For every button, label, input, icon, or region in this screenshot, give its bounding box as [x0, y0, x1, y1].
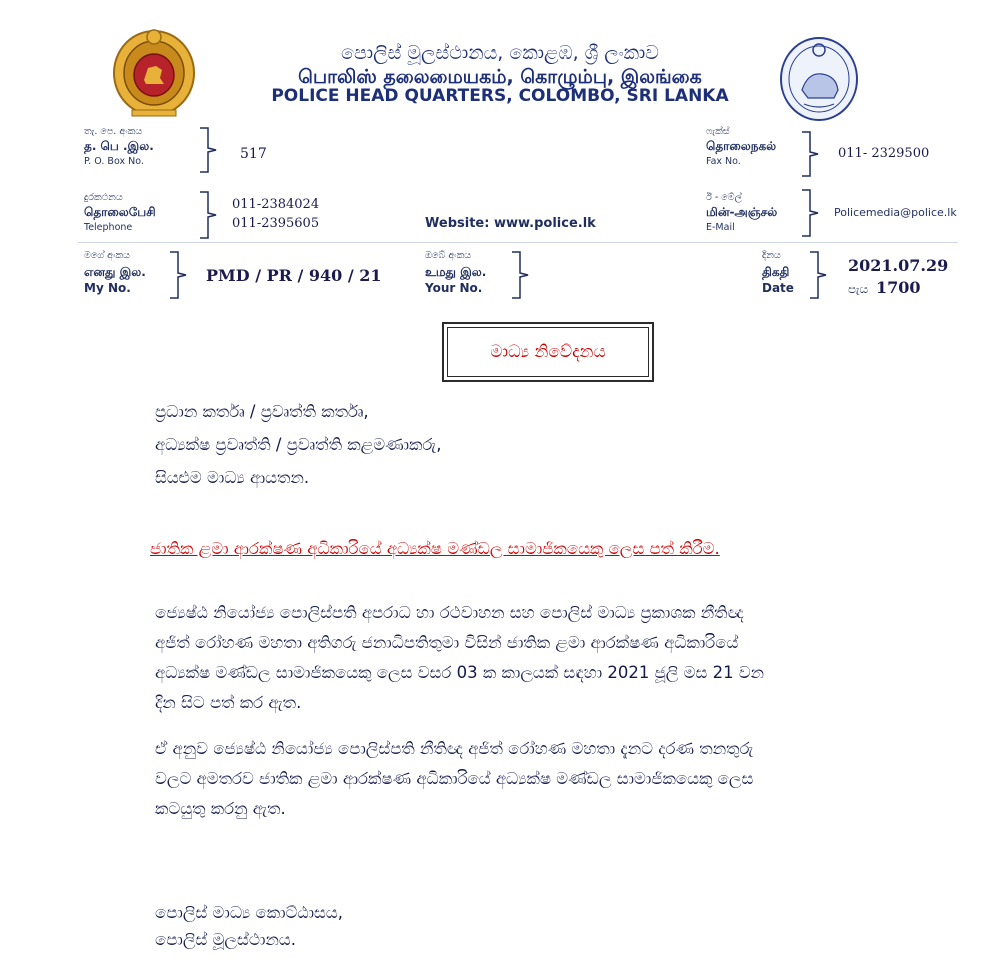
my-no-label: මගේ අංකය எனது இல. My No.	[84, 250, 146, 295]
paragraph-1	[155, 598, 945, 718]
pobox-value: 517	[240, 146, 267, 162]
your-no-label: ඔබේ අංකය உமது இல. Your No.	[425, 250, 487, 295]
header-separator	[78, 242, 958, 243]
header-tamil: பொலிஸ் தலைமையகம், கொழும்பு, இலங்கை	[298, 66, 702, 88]
telephone-bracket	[198, 190, 220, 244]
paragraph-2-line-1: ඒ අනුව ජ්‍යෙෂ්ඨ නියෝජ්‍ය පොලිස්පති නීතිඥ අජිත් රෝහණ මහතා දැනට දරණ තනතුරු	[155, 739, 754, 758]
time-value: 1700	[876, 278, 921, 297]
fax-bracket	[800, 130, 822, 182]
telephone-value-2: 011-2395605	[232, 216, 320, 231]
media-release-title-box	[442, 322, 654, 382]
website-text: Website: www.police.lk	[425, 216, 596, 231]
date-label: දිනය திகதி Date	[762, 250, 794, 295]
date-value: 2021.07.29	[848, 256, 949, 275]
signature-line-1: පොලිස් මාධ්‍ය කොට්ඨාසය,	[155, 903, 343, 922]
fax-value: 011- 2329500	[838, 146, 930, 161]
fax-label: ෆැක්ස් தொலைநகல் Fax No.	[706, 126, 777, 167]
date-bracket	[808, 250, 830, 304]
pobox-bracket	[198, 126, 220, 178]
recipient-line-1: ප්‍රධාන කර්තෘ / ප්‍රවෘත්ති කර්තෘ,	[155, 402, 369, 421]
time-label: පැය	[848, 282, 869, 296]
email-bracket	[800, 188, 822, 242]
paragraph-1-line-4: දින සිට පත් කර ඇත.	[155, 693, 302, 712]
email-label: ඊ - මේල් மின்-அஞ்சல் E-Mail	[706, 192, 778, 233]
your-no-bracket	[510, 250, 532, 304]
telephone-value-1: 011-2384024	[232, 197, 320, 212]
paragraph-1-line-2: අජිත් රෝහණ මහතා අතිගරු ජනාධිපතිතුමා විසින් ජාතික ළමා ආරක්ෂණ අධිකාරියේ	[155, 633, 739, 652]
recipient-line-3: සියළුම මාධ්‍ය ආයතන.	[155, 468, 310, 487]
telephone-label: දුරකථනය தொலைபேசி Telephone	[84, 192, 156, 233]
pobox-label: තැ. පෙ. අංකය த. பெ .இல. P. O. Box No.	[84, 126, 154, 167]
paragraph-1-line-1: ජ්‍යෙෂ්ඨ නියෝජ්‍ය පොලිස්පති අපරාධ හා රථවාහන සහ පොලිස් මාධ්‍ය ප්‍රකාශක නීතිඥ	[155, 603, 744, 622]
my-no-bracket	[168, 250, 190, 304]
signature-line-2: පොලිස් මූලස්ථානය.	[155, 930, 296, 949]
paragraph-1-line-3: අධ්‍යක්ෂ මණ්ඩල සාමාජිකයෙකු ලෙස වසර 03 ක කාලයක් සඳහා 2021 ජූලි මස 21 වන	[155, 663, 765, 682]
paragraph-2-line-3: කටයුතු කරනු ඇත.	[155, 799, 286, 818]
header-sinhala: පොලිස් මූලස්ථානය, කොළඹ, ශ්‍රී ලංකාව	[341, 42, 659, 64]
subject-line: ජාතික ළමා ආරක්ෂණ අධිකාරියේ අධ්‍යක්ෂ මණ්ඩල සාමාජිකයෙකු ලෙස පත් කිරීම.	[150, 539, 720, 558]
header-english: POLICE HEAD QUARTERS, COLOMBO, SRI LANKA	[271, 86, 729, 106]
media-release-title: මාධ්‍ය නිවේදනය	[447, 327, 649, 377]
paragraph-2-line-2: වලට අමතරව ජාතික ළමා ආරක්ෂණ අධිකාරියේ අධ්‍යක්ෂ මණ්ඩල සාමාජිකයෙකු ලෙස	[155, 769, 754, 788]
email-value: Policemedia@police.lk	[834, 206, 957, 219]
recipient-line-2: අධ්‍යක්ෂ ප්‍රවෘත්ති / ප්‍රවෘත්ති කළමණාකරු,	[155, 435, 442, 454]
paragraph-2	[155, 734, 945, 824]
my-no-value: PMD / PR / 940 / 21	[206, 266, 382, 285]
